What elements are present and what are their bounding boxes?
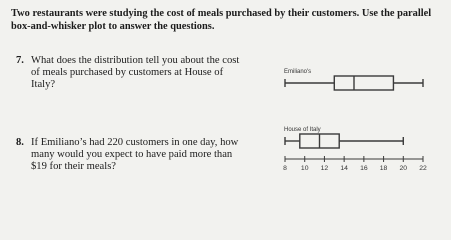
- question-7: [16, 55, 248, 90]
- tick-label: 12: [320, 165, 329, 172]
- tick-label: 20: [399, 165, 408, 172]
- series-label: Emiliano's: [284, 69, 312, 75]
- box-plot-svg: [268, 55, 448, 185]
- tick-label: 16: [360, 165, 368, 172]
- box-whisker-plot: [268, 55, 448, 185]
- box: [334, 76, 393, 90]
- question-number: 7.: [16, 55, 24, 66]
- question-text: What does the distribution tell you about the cost of meals purchased by customers at House of Italy?: [31, 55, 240, 90]
- tick-label: 10: [300, 165, 309, 172]
- question-number: 8.: [16, 137, 24, 148]
- tick-label: 18: [379, 165, 388, 172]
- tick-label: 8: [283, 165, 287, 172]
- series-label: House of Italy: [284, 127, 321, 133]
- tick-label: 14: [340, 165, 348, 172]
- instructions-text: Two restaurants were studying the cost of meals purchased by their customers. Use the parallel box-and-whisker plot to answer the questions.: [11, 8, 432, 32]
- question-8: [16, 137, 248, 172]
- tick-label: 22: [419, 165, 427, 172]
- question-text: If Emiliano’s had 220 customers in one day, how many would you expect to have paid more than $19 for their meals?: [31, 137, 239, 172]
